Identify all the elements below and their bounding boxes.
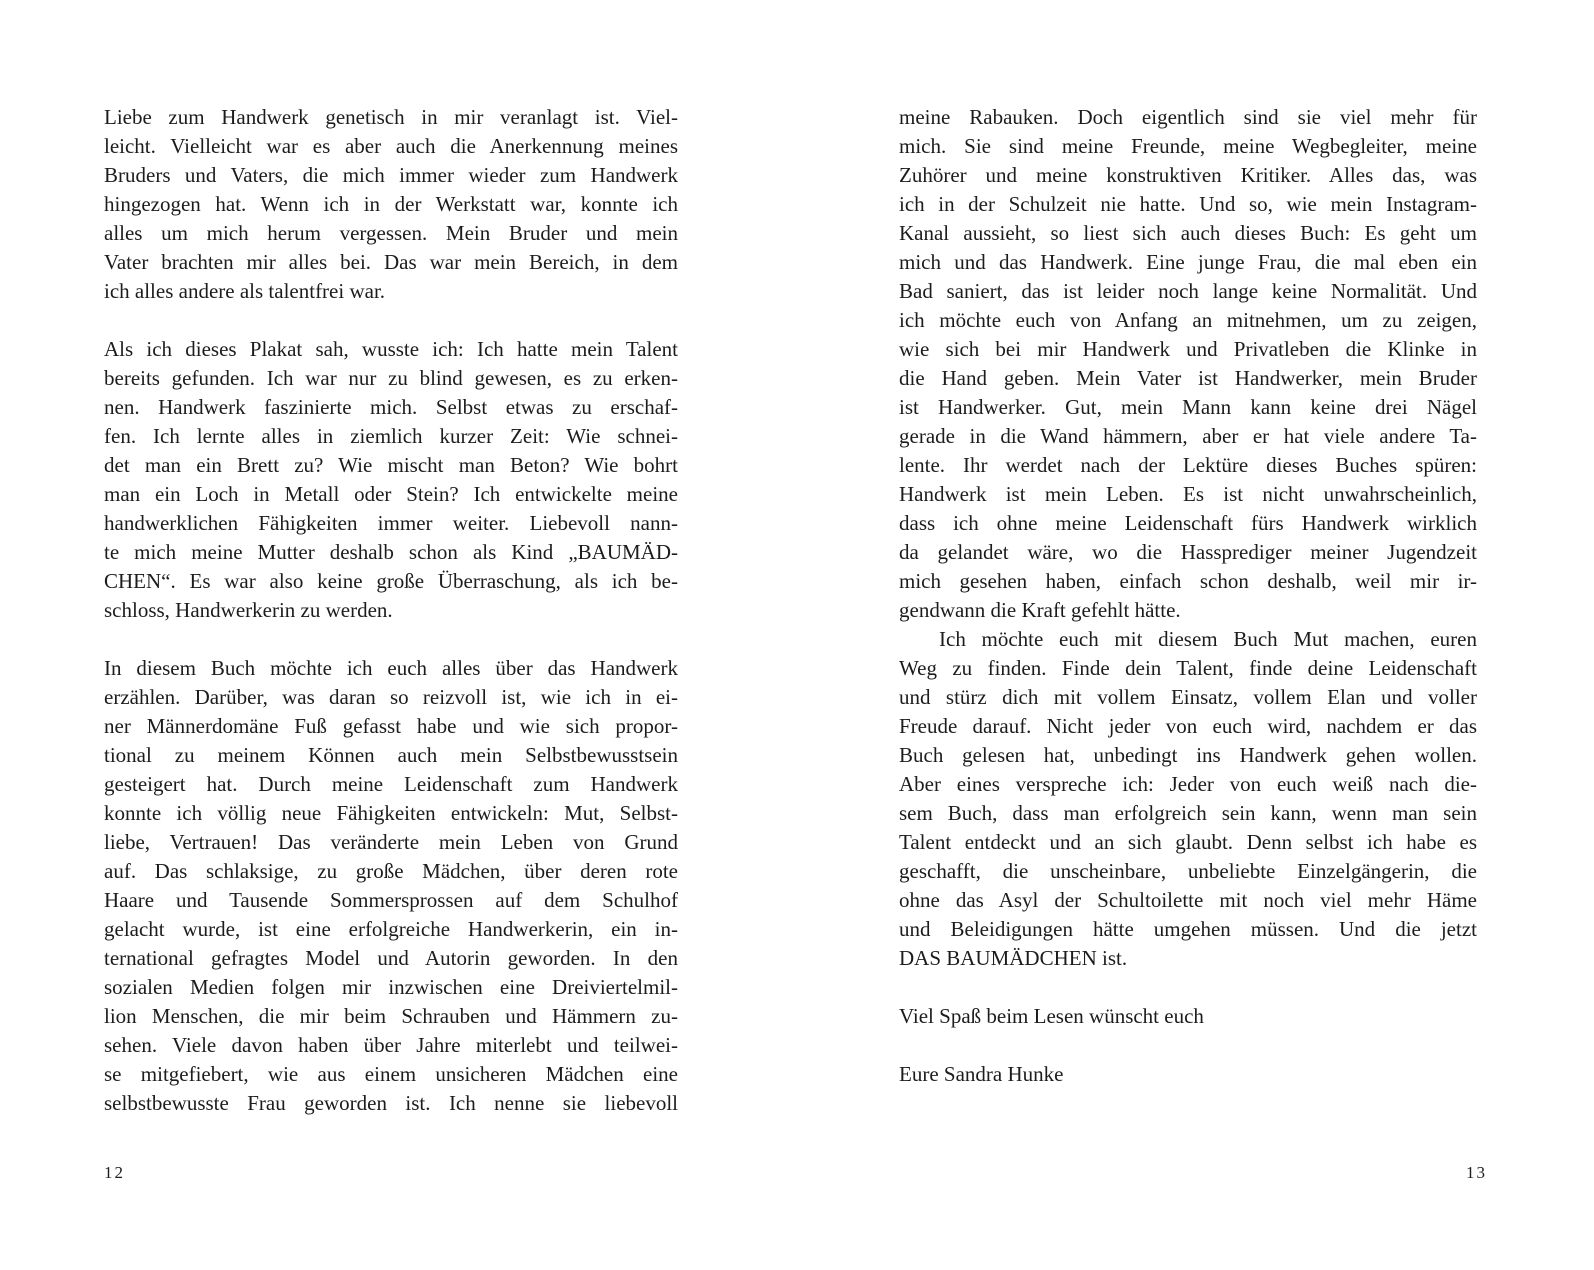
text-line: Ich möchte euch mit diesem Buch Mut machen, euren xyxy=(939,627,1477,651)
text-line: da gelandet wäre, wo die Hassprediger meiner Jugendzeit xyxy=(899,540,1477,564)
paragraph xyxy=(899,1060,1477,1089)
text-line: Vater brachten mir alles bei. Das war mein Bereich, in dem xyxy=(104,250,678,274)
text-line: handwerklichen Fähigkeiten immer weiter. Liebevoll nann- xyxy=(104,511,678,535)
text-line: Bad saniert, das ist leider noch lange keine Normalität. Und xyxy=(899,279,1477,303)
text-line: tional zu meinem Können auch mein Selbstbewusstsein xyxy=(104,743,678,767)
text-line: bereits gefunden. Ich war nur zu blind gewesen, es zu erken- xyxy=(104,366,678,390)
text-line: lente. Ihr werdet nach der Lektüre dieses Buches spüren: xyxy=(899,453,1477,477)
text-line: ist Handwerker. Gut, mein Mann kann keine drei Nägel xyxy=(899,395,1477,419)
text-line: wie sich bei mir Handwerk und Privatleben die Klinke in xyxy=(899,337,1477,361)
text-line: sehen. Viele davon haben über Jahre miterlebt und teilwei- xyxy=(104,1033,678,1057)
text-line: mich und das Handwerk. Eine junge Frau, die mal eben ein xyxy=(899,250,1477,274)
text-line: Zuhörer und meine konstruktiven Kritiker. Alles das, was xyxy=(899,163,1477,187)
text-line: Liebe zum Handwerk genetisch in mir veranlagt ist. Viel- xyxy=(104,105,678,129)
text-line: selbstbewusste Frau geworden ist. Ich nenne sie liebevoll xyxy=(104,1091,678,1115)
paragraph xyxy=(899,103,1477,625)
paragraph xyxy=(899,625,1477,973)
text-line: mich. Sie sind meine Freunde, meine Wegbegleiter, meine xyxy=(899,134,1477,158)
text-line: ner Männerdomäne Fuß gefasst habe und wie sich propor- xyxy=(104,714,678,738)
text-line: ich alles andere als talentfrei war. xyxy=(104,279,386,303)
text-line: Handwerk ist mein Leben. Es ist nicht unwahrscheinlich, xyxy=(899,482,1477,506)
text-line: Freude darauf. Nicht jeder von euch wird, nachdem er das xyxy=(899,714,1477,738)
paragraph xyxy=(104,335,678,625)
text-line: se mitgefiebert, wie aus einem unsicheren Mädchen eine xyxy=(104,1062,678,1086)
text-line: det man ein Brett zu? Wie mischt man Beton? Wie bohrt xyxy=(104,453,678,477)
text-line: man ein Loch in Metall oder Stein? Ich entwickelte meine xyxy=(104,482,678,506)
text-line: Weg zu finden. Finde dein Talent, finde deine Leidenschaft xyxy=(899,656,1477,680)
text-line: ohne das Asyl der Schultoilette mit noch viel mehr Häme xyxy=(899,888,1477,912)
text-line: sozialen Medien folgen mir inzwischen eine Dreiviertelmil- xyxy=(104,975,678,999)
text-line: gesteigert hat. Durch meine Leidenschaft zum Handwerk xyxy=(104,772,678,796)
text-line: ich in der Schulzeit nie hatte. Und so, wie mein Instagram- xyxy=(899,192,1477,216)
text-line: fen. Ich lernte alles in ziemlich kurzer Zeit: Wie schnei- xyxy=(104,424,678,448)
text-line: hingezogen hat. Wenn ich in der Werkstatt war, konnte ich xyxy=(104,192,678,216)
text-line: Kanal aussieht, so liest sich auch dieses Buch: Es geht um xyxy=(899,221,1477,245)
text-line: und Beleidigungen hätte umgehen müssen. Und die jetzt xyxy=(899,917,1477,941)
text-line: die Hand geben. Mein Vater ist Handwerker, mein Bruder xyxy=(899,366,1477,390)
text-line: gerade in die Wand hämmern, aber er hat viele andere Ta- xyxy=(899,424,1477,448)
text-line: geschafft, die unscheinbare, unbeliebte Einzelgängerin, die xyxy=(899,859,1477,883)
text-line: Haare und Tausende Sommersprossen auf dem Schulhof xyxy=(104,888,678,912)
text-line: erzählen. Darüber, was daran so reizvoll ist, wie ich in ei- xyxy=(104,685,678,709)
text-line: meine Rabauken. Doch eigentlich sind sie viel mehr für xyxy=(899,105,1477,129)
text-line: Als ich dieses Plakat sah, wusste ich: Ich hatte mein Talent xyxy=(104,337,678,361)
text-line: dass ich ohne meine Leidenschaft fürs Handwerk wirklich xyxy=(899,511,1477,535)
page-left-text-block xyxy=(104,103,678,1118)
text-line: leicht. Vielleicht war es aber auch die Anerkennung meines xyxy=(104,134,678,158)
text-line: Aber eines verspreche ich: Jeder von euch weiß nach die- xyxy=(899,772,1477,796)
text-line: gelacht wurde, ist eine erfolgreiche Handwerkerin, ein in- xyxy=(104,917,678,941)
text-line: Bruders und Vaters, die mich immer wieder zum Handwerk xyxy=(104,163,678,187)
text-line: CHEN“. Es war also keine große Überraschung, als ich be- xyxy=(104,569,678,593)
text-line: auf. Das schlaksige, zu große Mädchen, über deren rote xyxy=(104,859,678,883)
text-line: ich möchte euch von Anfang an mitnehmen, um zu zeigen, xyxy=(899,308,1477,332)
paragraph xyxy=(899,1002,1477,1031)
paragraph xyxy=(104,654,678,1118)
text-line: te mich meine Mutter deshalb schon als Kind „BAUMÄD- xyxy=(104,540,678,564)
text-line: konnte ich völlig neue Fähigkeiten entwickeln: Mut, Selbst- xyxy=(104,801,678,825)
text-line: schloss, Handwerkerin zu werden. xyxy=(104,598,393,622)
page-right-text-block xyxy=(899,103,1477,1089)
text-line: Viel Spaß beim Lesen wünscht euch xyxy=(899,1004,1204,1028)
text-line: DAS BAUMÄDCHEN ist. xyxy=(899,946,1128,970)
text-line: liebe, Vertrauen! Das veränderte mein Leben von Grund xyxy=(104,830,678,854)
paragraph xyxy=(104,103,678,306)
text-line: In diesem Buch möchte ich euch alles über das Handwerk xyxy=(104,656,678,680)
text-line: gendwann die Kraft gefehlt hätte. xyxy=(899,598,1181,622)
text-line: mich gesehen haben, einfach schon deshalb, weil mir ir- xyxy=(899,569,1477,593)
text-line: alles um mich herum vergessen. Mein Bruder und mein xyxy=(104,221,678,245)
page-number-left: 12 xyxy=(104,1163,125,1182)
text-line: und stürz dich mit vollem Einsatz, vollem Elan und voller xyxy=(899,685,1477,709)
text-line: sem Buch, dass man erfolgreich sein kann, wenn man sein xyxy=(899,801,1477,825)
text-line: Eure Sandra Hunke xyxy=(899,1062,1064,1086)
text-line: Talent entdeckt und an sich glaubt. Denn selbst ich habe es xyxy=(899,830,1477,854)
text-line: nen. Handwerk faszinierte mich. Selbst etwas zu erschaf- xyxy=(104,395,678,419)
text-line: Buch gelesen hat, unbedingt ins Handwerk gehen wollen. xyxy=(899,743,1477,767)
page-number-right: 13 xyxy=(1466,1163,1487,1182)
page-right xyxy=(797,0,1594,1270)
text-line: ternational gefragtes Model und Autorin geworden. In den xyxy=(104,946,678,970)
text-line: lion Menschen, die mir beim Schrauben und Hämmern zu- xyxy=(104,1004,678,1028)
